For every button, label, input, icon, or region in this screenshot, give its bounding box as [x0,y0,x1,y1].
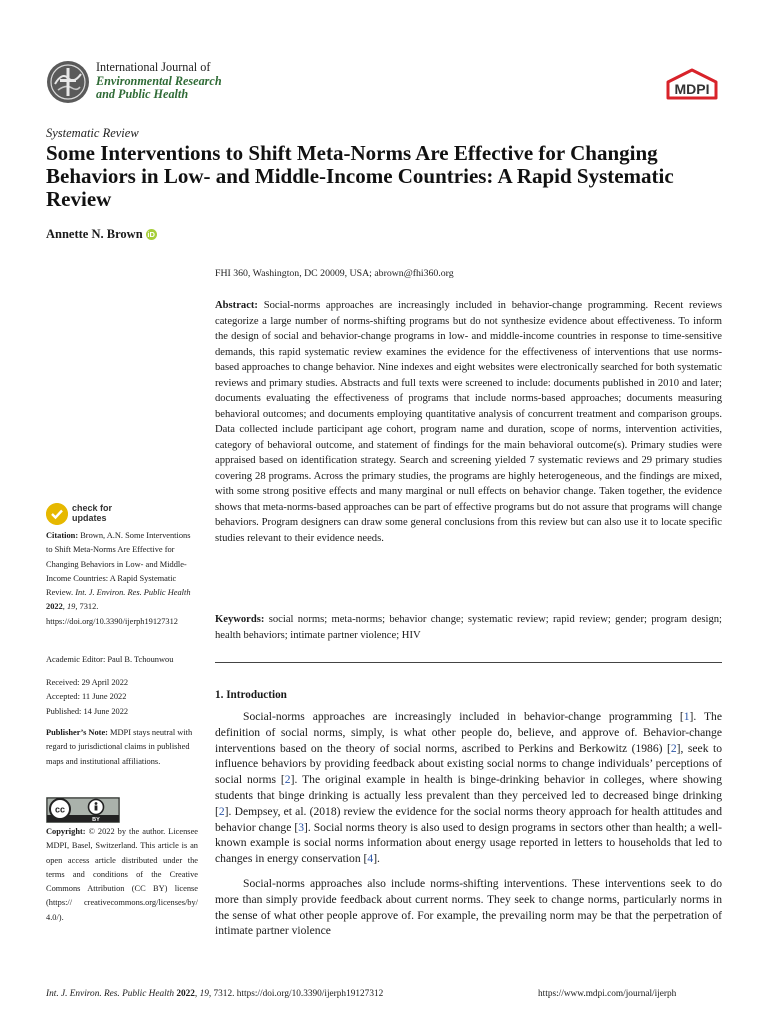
paragraph-text: ]. Dempsey, et al. (2018) review the evidence for the social norms theory approach for health attitudes and behavior change [ [215,804,722,834]
section-heading: 1. Introduction [215,689,287,701]
check-for-updates-button[interactable] [46,503,126,527]
paragraph-text: ], seek to influence behaviors by providing feedback about existing social norms to change individuals’ perceptions of social norms [ [215,741,722,787]
academic-editor: Academic Editor: Paul B. Tchounwou [46,655,174,664]
copyright-text: © 2022 by the author. Licensee MDPI, Basel, Switzerland. This article is an open access article distributed under the terms and conditions of the Creative Commons Attribution (CC BY) license (https:// creativecommons.org/licenses/by/ 4.0/). [46,827,199,922]
citation-label: Citation: [46,531,79,540]
check-updates-icon [46,503,68,525]
abstract [215,298,722,546]
paragraph-text: ]. Social norms theory is also used to design programs in sectors other than health; a well-known example is social norms information about energy usage reported in letters to households that led to changes in energy conservation [ [215,820,722,866]
reference-link[interactable]: 2 [284,773,291,787]
paragraph-text: ]. [373,852,380,866]
citation-volume: 19 [66,602,76,612]
footer-journal: Int. J. Environ. Res. Public Health [46,989,174,999]
article-title: Some Interventions to Shift Meta-Norms Are Effective for Changing Behaviors in Low- and Middle-Income Countries: A Rapid Systematic Review [46,141,674,211]
section-divider [215,662,722,663]
cc-by-license-icon[interactable] [46,797,120,823]
journal-name-line: and Public Health [96,87,189,101]
copyright [46,825,198,925]
cc-by-label: BY [92,817,100,823]
citation-year: 2022 [46,602,63,612]
journal-name-line: Environmental Research [96,73,222,88]
reference-link[interactable]: 1 [683,710,690,723]
mdpi-logo-icon [662,68,722,104]
intro-paragraph-2: Social-norms approaches also include norms-shifting interventions. These interventions seek to do more than simply provide feedback about current norms. They seek to change norms, particularly norms in the sense of what other people approve of. For example, the prevailing norm may be that the perpetration of intimate partner violence [215,877,722,938]
citation-journal: Int. J. Environ. Res. Public Health [75,588,191,598]
journal-name [96,61,222,102]
footer-volume: 19 [199,989,209,999]
keywords-text: social norms; meta-norms; behavior change; systematic review; rapid review; gender; program design; health behaviors; intimate partner violence; HIV [215,614,723,641]
journal-name-line: International Journal of [96,60,211,74]
reference-link[interactable]: 4 [367,852,374,866]
author-line [46,227,157,242]
author-name[interactable]: Annette N. Brown [46,227,143,241]
affiliation: FHI 360, Washington, DC 20009, USA; abrown@fhi360.org [215,268,454,279]
keywords [215,612,722,643]
publishers-note [46,726,198,769]
article-type: Systematic Review [46,126,139,140]
orcid-icon[interactable]: iD [147,230,155,239]
journal-seal-icon [46,60,90,104]
received-date: Received: 29 April 2022 [46,678,129,687]
footer-doi[interactable]: , 7312. https://doi.org/10.3390/ijerph19127312 [208,989,384,999]
paragraph-text: ]. The definition of social norms, simply, is what other people do, believe, and approve of. Behavior-change interventions based on the theory of social norms, ascribed to Perkins and Berkowitz (1986) [ [215,710,722,755]
keywords-label: Keywords: [215,614,265,625]
footer-journal-url[interactable]: https://www.mdpi.com/journal/ijerph [538,989,677,999]
footer-year: 2022 [176,989,195,999]
reference-link[interactable]: 2 [670,741,677,755]
abstract-label: Abstract: [215,300,258,311]
citation: Citation: Brown, A.N. Some Interventions to Shift Meta-Norms Are Effective for Changing Behaviors in Low- and Middle-Income Countries: A Rapid Systematic Review. Int. J. Environ. Res. Public Health 2022, 19, 7312. https://doi.org/10.3390/ijerph19127312 [46,531,191,626]
paragraph-text: Social-norms approaches are increasingly included in behavior-change programming [ [243,710,684,723]
accepted-date: Accepted: 11 June 2022 [46,692,127,702]
paragraph-text: ]. The original example in health is binge-drinking behavior in colleges, where showing students that binge drinking is actually less prevalent than they perceived led to decreased binge drinking [ [215,773,722,818]
abstract-text: Social-norms approaches are increasingly included in behavior-change programming. Recent reviews categorize a large number of norms-shifting programs but do not synthesize evidence about effectiveness. To inform the design of social and behavior-change programs in low- and middle-income countries in response to time-sensitive demands, this rapid systematic review examines the evidence for the effectiveness of interventions that use norms-based approaches to change behavior. Nine indexes and eight websites were electronically searched for both systematic reviews and primary studies. Abstracts and full texts were screened to include: documents published in 2010 and later; documents evaluating the effectiveness of programs that include norms-based approaches; documents measuring behavioral outcomes; and documents employing quantitative analysis of concurrent treatment and comparison groups. Data collected include participant age cohort, program name and duration, scope of norms, intervention activities, category of behavioral outcome, and statement of findings for the main behavioral outcome(s). Primary studies were appraised based on identification strategy. Search and screening yielded 7 systematic reviews and 29 primary studies covering 28 programs. Across the primary studies, the programs are highly heterogeneous, and the findings are mixed, with some strong positive effects and many marginal or null effects on behavior change. Taken together, the evidence shows that meta-norms-based approaches can be part of effective programs but do not assure that programs will change behaviors. Program designers can draw some general conclusions from this review but can also use it to locate specific studies relevant to their evidence needs. [215,300,722,544]
intro-paragraph-1 [215,709,722,867]
citation-doi[interactable]: , 7312. https://doi.org/10.3390/ijerph19127312 [46,602,178,626]
check-updates-label [72,504,112,523]
published-date: Published: 14 June 2022 [46,706,129,716]
check-updates-line: updates [72,512,107,523]
citation-text: Brown, A.N. Some Interventions to Shift Meta-Norms Are Effective for Changing Behaviors in Low- and Middle-Income Countries: A Rapid Systematic Review. [46,531,191,598]
publication-dates [46,676,198,719]
copyright-label: Copyright: [46,827,86,836]
publishers-note-text: MDPI stays neutral with regard to jurisdictional claims in published maps and institutional affiliations. [46,728,193,766]
svg-text:cc: cc [54,804,66,815]
check-updates-line: check for [72,503,113,513]
reference-link[interactable]: 3 [298,820,304,834]
publishers-note-label: Publisher’s Note: [46,728,108,737]
reference-link[interactable]: 2 [218,804,225,818]
footer-citation: Int. J. Environ. Res. Public Health 2022, 19, 7312. https://doi.org/10.3390/ijerph19127312 [46,989,384,999]
publisher-name: MDPI [674,81,710,97]
